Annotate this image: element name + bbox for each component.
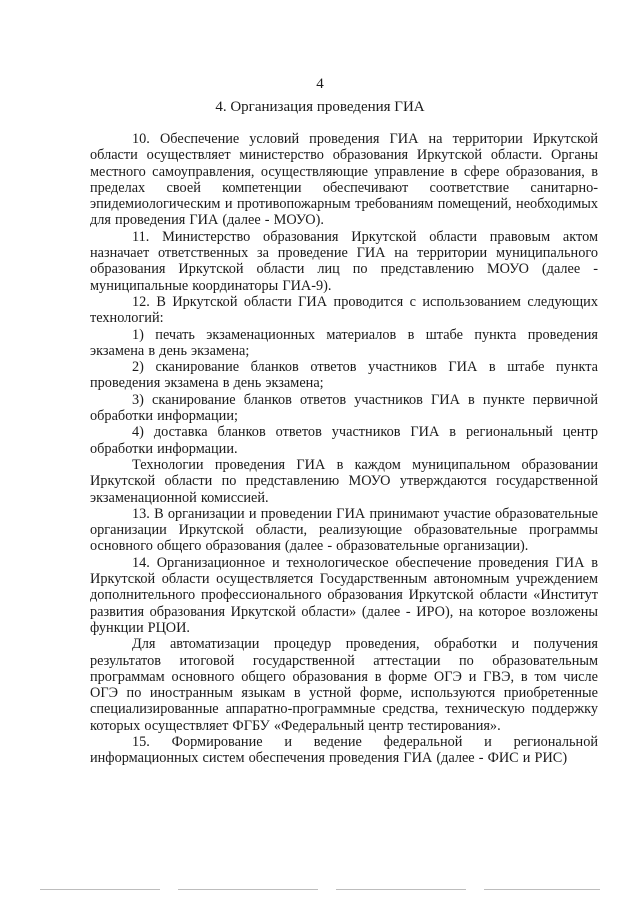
paragraph-14: 14. Организационное и технологическое обеспечение проведения ГИА в Иркутской области осуществляется Государственным автономным учреждением дополнительного профессионального образования Иркутской области «Институт развития образования Иркутской области» (далее - ИРО), на которое возложены функции РЦОИ.: [90, 554, 598, 636]
paragraph-15: 15. Формирование и ведение федеральной и региональной информационных систем обеспечения проведения ГИА (далее - ФИС и РИС): [90, 733, 598, 767]
list-item-2: 2) сканирование бланков ответов участников ГИА в штабе пункта проведения экзамена в день экзамена;: [90, 359, 598, 392]
paragraph-automation: Для автоматизации процедур проведения, обработки и получения результатов итоговой государственной аттестации по образовательным программам основного общего образования в форме ОГЭ и ГВЭ, в том числе ОГЭ по иностранным языкам в устной форме, используются приобретенные специализированные аппаратно-программные средства, техническую поддержку которых осуществляет ФГБУ «Федеральный центр тестирования».: [90, 636, 598, 734]
list-item-1: 1) печать экзаменационных материалов в штабе пункта проведения экзамена в день экзамена;: [90, 326, 598, 359]
document-body: [90, 131, 598, 767]
paragraph-technologies: Технологии проведения ГИА в каждом муниципальном образовании Иркутской области по представлению МОУО утверждаются государственной экзаменационной комиссией.: [90, 456, 598, 506]
paragraph-11: 11. Министерство образования Иркутской области правовым актом назначает ответственных за проведение ГИА на территории муниципального образования Иркутской области лиц по представлению МОУО (далее - муниципальные координаторы ГИА-9).: [90, 228, 598, 294]
footer-divider: [336, 889, 466, 890]
footer-divider: [178, 889, 318, 890]
footer-divider: [484, 889, 600, 890]
paragraph-13: 13. В организации и проведении ГИА принимают участие образовательные организации Иркутской области, реализующие образовательные программы основного общего образования (далее - образовательные организации).: [90, 505, 598, 555]
page-number: 4: [316, 76, 324, 92]
paragraph-10: 10. Обеспечение условий проведения ГИА на территории Иркутской области осуществляет министерство образования Иркутской области. Органы местного самоуправления, осуществляющие управление в сфере образования, в пределах своей компетенции обеспечивают соответствие санитарно-эпидемиологическим и противопожарным требованиям помещений, необходимых для проведения ГИА (далее - МОУО).: [90, 131, 598, 229]
list-item-3: 3) сканирование бланков ответов участников ГИА в пункте первичной обработки информации;: [90, 391, 598, 425]
section-title: 4. Организация проведения ГИА: [215, 99, 425, 115]
footer-divider: [40, 889, 160, 890]
list-item-4: 4) доставка бланков ответов участников ГИА в региональный центр обработки информации.: [90, 424, 598, 457]
paragraph-12: 12. В Иркутской области ГИА проводится с использованием следующих технологий:: [90, 293, 598, 327]
